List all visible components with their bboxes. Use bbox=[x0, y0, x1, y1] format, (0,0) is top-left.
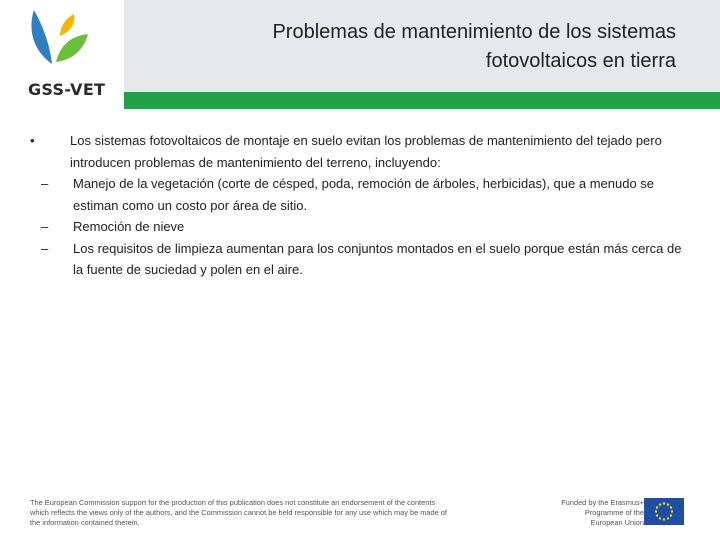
logo-leaves-icon bbox=[26, 6, 96, 78]
main-bullet bbox=[30, 130, 690, 173]
sub-bullet-item bbox=[30, 216, 690, 238]
slide-title-line-1: Problemas de mantenimiento de los sistemas bbox=[272, 21, 676, 43]
sub-bullet-text: Los requisitos de limpieza aumentan para los conjuntos montados en el suelo porque están más cerca de la fuente de suciedad y polen en el aire. bbox=[73, 240, 682, 277]
eu-stars-icon bbox=[644, 498, 684, 525]
dash-icon: – bbox=[41, 240, 49, 256]
gss-vet-logo bbox=[0, 0, 124, 108]
dash-icon: – bbox=[41, 176, 49, 191]
slide-title bbox=[156, 18, 676, 76]
dash-icon: – bbox=[41, 219, 49, 234]
bullet-dot-icon: • bbox=[30, 133, 35, 148]
eu-flag-icon bbox=[644, 498, 684, 525]
eu-disclaimer: The European Commission support for the production of this publication does not constitute an endorsement of the contents which reflects the views only of the authors, and the Commission cannot be held responsible for any use which may be made of the information contained therein. bbox=[30, 498, 447, 527]
erasmus-funding-text: Funded by the Erasmus+ Programme of the European Union bbox=[561, 498, 644, 527]
header-accent-bar bbox=[124, 92, 720, 109]
sub-bullet-item bbox=[30, 173, 690, 216]
slide-content bbox=[30, 130, 690, 281]
main-bullet-text: Los sistemas fotovoltaicos de montaje en suelo evitan los problemas de mantenimiento del tejado pero introducen problemas de mantenimiento del terreno, incluyendo: bbox=[70, 133, 662, 170]
sub-bullet-text: Remoción de nieve bbox=[73, 219, 185, 234]
sub-bullet-text: Manejo de la vegetación (corte de césped, poda, remoción de árboles, herbicidas), que a menudo se estiman como un costo por área de sitio. bbox=[73, 176, 655, 213]
sub-bullet-item bbox=[30, 238, 690, 281]
slide-title-line-2: fotovoltaicos en tierra bbox=[485, 50, 676, 72]
sub-bullet-list bbox=[30, 173, 690, 281]
logo-text: GSS-VET bbox=[28, 80, 106, 99]
